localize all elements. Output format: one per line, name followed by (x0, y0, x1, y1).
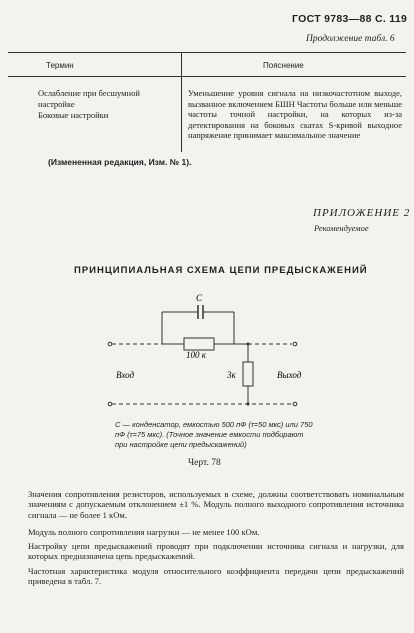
scheme-title: ПРИНЦИПИАЛЬНАЯ СХЕМА ЦЕПИ ПРЕДЫСКАЖЕНИЙ (74, 265, 368, 276)
column-header-explanation: Пояснение (263, 61, 304, 70)
input-label: Вход (116, 370, 135, 380)
preemphasis-circuit-diagram (0, 280, 414, 425)
table-continuation-note: Продолжение табл. 6 (306, 34, 395, 44)
output-terminal-bottom (293, 402, 297, 406)
figure-label: Черт. 78 (188, 458, 221, 468)
res2-label: 3к (227, 370, 236, 380)
explanation-cell: Уменьшение уровня сигнала на низкочастотном выходе, вызванное включением БШН Частоты больше или меньше частоты точной настройки, на которых из-за детектирования на боковых скатах S-кривой выходное напряжение принимает максимальное значение (188, 88, 402, 141)
table-column-divider (181, 52, 182, 152)
output-label: Выход (277, 370, 302, 380)
cap-label: C (196, 293, 203, 303)
paragraph-resistor-tolerance: Значения сопротивления резисторов, используемых в схеме, должны соответствовать номинальным значениям с допускаемым отклонением ±1 %. Модуль полного выходного сопротивления источника сигнала — не более 1 кОм. (28, 489, 404, 520)
table-header-rule (8, 76, 406, 77)
term-cell: Боковые настройки (38, 110, 109, 120)
input-terminal-bottom (108, 402, 112, 406)
resistor-3k (243, 362, 253, 386)
res1-label: 100 к (186, 350, 206, 360)
resistor-100k (184, 338, 214, 350)
gost-header: ГОСТ 9783—88 С. 119 (292, 13, 408, 25)
appendix-subtitle: Рекомендуемое (314, 223, 369, 233)
table-top-rule (8, 52, 406, 53)
paragraph-tuning: Настройку цепи предыскажений проводят при подключении источника сигнала и нагрузки, для которых предназначена цепь предыскажений. (28, 541, 404, 562)
term-cell: Ослабление при бесшумной настройке (38, 88, 140, 109)
paragraph-frequency-response: Частотная характеристика модуля относительного коэффициента передачи цепи предыскажений приведена в табл. 7. (28, 566, 404, 587)
edit-note: (Измененная редакция, Изм. № 1). (48, 157, 192, 167)
circuit-caption: С — конденсатор, емкостью 500 пФ (τ=50 мкс) или 750 пФ (τ=75 мкс). (Точное значение емкости подбирают при настройке цепи предыскажений) (115, 420, 313, 449)
paragraph-load-impedance: Модуль полного сопротивления нагрузки — не менее 100 кОм. (28, 527, 260, 537)
appendix-title: ПРИЛОЖЕНИЕ 2 (313, 207, 411, 219)
input-terminal-top (108, 342, 112, 346)
column-header-terms: Термин (46, 61, 74, 70)
output-terminal-top (293, 342, 297, 346)
